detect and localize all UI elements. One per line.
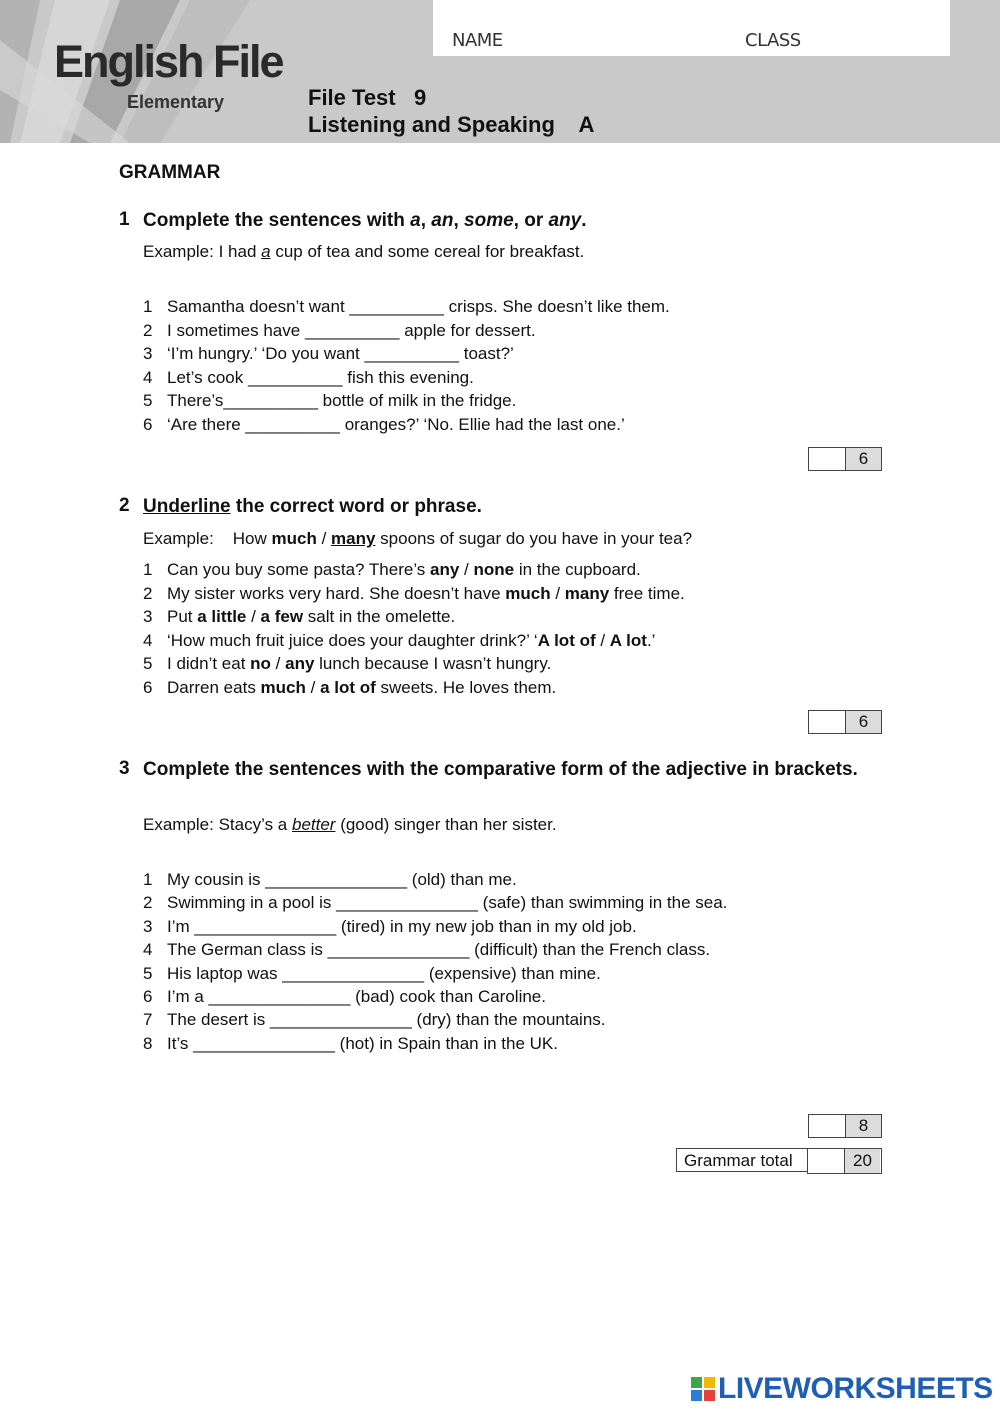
test-subtitle: Listening and Speaking A	[308, 112, 595, 137]
item-text[interactable]: Samantha doesn’t want __________ crisps. She doesn’t like them.	[167, 297, 670, 316]
score-input[interactable]	[808, 1149, 845, 1173]
item-number: 1	[143, 870, 153, 889]
score-max: 6	[846, 448, 881, 470]
item-number: 4	[143, 367, 153, 387]
test-title: File Test 9	[308, 85, 427, 110]
exercise-item	[143, 368, 474, 390]
exercise-item	[143, 964, 601, 986]
item-text[interactable]: There’s__________ bottle of milk in the fridge.	[167, 391, 517, 410]
question-1-example: Example: I had a cup of tea and some cereal for breakfast.	[143, 242, 585, 261]
item-number: 2	[143, 893, 153, 913]
exercise-item	[143, 1010, 606, 1032]
exercise-item	[143, 560, 641, 582]
item-number: 3	[143, 607, 153, 626]
question-instruction: Complete the sentences with the comparative form of the adjective in brackets.	[143, 759, 858, 780]
item-text[interactable]: It’s _______________ (hot) in Spain than in the UK.	[167, 1033, 558, 1053]
item-text[interactable]: I sometimes have __________ apple for dessert.	[167, 320, 536, 340]
exercise-item	[143, 654, 551, 676]
item-number: 3	[143, 344, 153, 363]
question-instruction: Underline the correct word or phrase.	[143, 496, 482, 517]
score-max: 6	[846, 711, 881, 733]
brand-text: LIVEWORKSHEETS	[718, 1372, 993, 1405]
exercise-item	[143, 584, 685, 606]
question-2-score-box	[808, 710, 882, 734]
question-number: 2	[119, 495, 130, 516]
item-text[interactable]: ‘How much fruit juice does your daughter drink?’ ‘A lot of / A lot.’	[167, 630, 656, 650]
item-number: 5	[143, 654, 153, 673]
item-text[interactable]: Darren eats much / a lot of sweets. He loves them.	[167, 677, 557, 697]
question-2-heading	[119, 495, 482, 517]
item-text[interactable]: The desert is _______________ (dry) than the mountains.	[167, 1010, 606, 1030]
item-number: 6	[143, 987, 153, 1006]
item-number: 5	[143, 963, 153, 983]
header-banner	[0, 0, 1000, 143]
item-text[interactable]: Let’s cook __________ fish this evening.	[167, 367, 474, 387]
exercise-item	[143, 391, 516, 413]
question-1-heading	[119, 209, 587, 231]
question-2-example: Example: How much / many spoons of sugar do you have in your tea?	[143, 529, 693, 548]
item-text[interactable]: His laptop was _______________ (expensive) than mine.	[167, 963, 601, 983]
grammar-total-score-box	[807, 1148, 882, 1174]
item-text[interactable]: My cousin is _______________ (old) than me.	[167, 870, 517, 889]
grammar-total-label: Grammar total	[676, 1148, 807, 1172]
item-number: 2	[143, 583, 153, 603]
item-number: 8	[143, 1033, 153, 1053]
section-title: GRAMMAR	[119, 162, 221, 183]
question-3-score-box	[808, 1114, 882, 1138]
class-label: CLASS	[745, 30, 801, 51]
exercise-item	[143, 893, 727, 915]
exercise-item	[143, 321, 536, 343]
exercise-item	[143, 1034, 558, 1056]
question-instruction: Complete the sentences with a, an, some, or any.	[143, 210, 587, 231]
question-3-example: Example: Stacy’s a better (good) singer than her sister.	[143, 815, 557, 834]
exercise-item	[143, 940, 710, 962]
item-number: 5	[143, 391, 153, 410]
exercise-item	[143, 631, 655, 653]
item-text[interactable]: Put a little / a few salt in the omelette.	[167, 607, 456, 626]
liveworksheets-icon	[691, 1377, 715, 1401]
item-number: 1	[143, 297, 153, 316]
name-label: NAME	[452, 30, 503, 51]
item-number: 6	[143, 677, 153, 697]
logo-title: English File	[54, 36, 283, 87]
item-text[interactable]: I didn’t eat no / any lunch because I wasn’t hungry.	[167, 654, 552, 673]
exercise-item	[143, 678, 556, 700]
item-text[interactable]: I’m _______________ (tired) in my new job than in my old job.	[167, 916, 637, 936]
exercise-item	[143, 987, 546, 1009]
item-text[interactable]: I’m a _______________ (bad) cook than Caroline.	[167, 987, 546, 1006]
score-max: 20	[845, 1149, 880, 1173]
item-number: 2	[143, 320, 153, 340]
exercise-item	[143, 870, 517, 892]
question-number: 3	[119, 758, 130, 779]
exercise-item	[143, 917, 637, 939]
item-number: 4	[143, 940, 153, 960]
question-1-score-box	[808, 447, 882, 471]
score-max: 8	[846, 1115, 881, 1137]
exercise-item	[143, 415, 625, 437]
score-input[interactable]	[809, 711, 846, 733]
item-text[interactable]: Can you buy some pasta? There’s any / none in the cupboard.	[167, 560, 641, 579]
name-class-field[interactable]	[433, 0, 950, 56]
exercise-item	[143, 297, 670, 319]
item-number: 7	[143, 1010, 153, 1030]
score-input[interactable]	[809, 448, 846, 470]
exercise-item	[143, 344, 514, 366]
logo-level: Elementary	[127, 92, 225, 112]
item-text[interactable]: Swimming in a pool is _______________ (safe) than swimming in the sea.	[167, 893, 728, 913]
item-text[interactable]: ‘I’m hungry.’ ‘Do you want __________ toast?’	[167, 344, 514, 363]
item-text[interactable]: ‘Are there __________ oranges?’ ‘No. Ellie had the last one.’	[167, 414, 625, 434]
item-text[interactable]: The German class is _______________ (difficult) than the French class.	[167, 940, 711, 960]
question-number: 1	[119, 209, 130, 230]
item-number: 1	[143, 560, 153, 579]
item-text[interactable]: My sister works very hard. She doesn’t have much / many free time.	[167, 583, 685, 603]
item-number: 6	[143, 414, 153, 434]
liveworksheets-logo	[691, 1372, 993, 1406]
exercise-item	[143, 607, 455, 629]
score-input[interactable]	[809, 1115, 846, 1137]
question-3-heading	[119, 758, 858, 780]
item-number: 4	[143, 630, 153, 650]
item-number: 3	[143, 916, 153, 936]
